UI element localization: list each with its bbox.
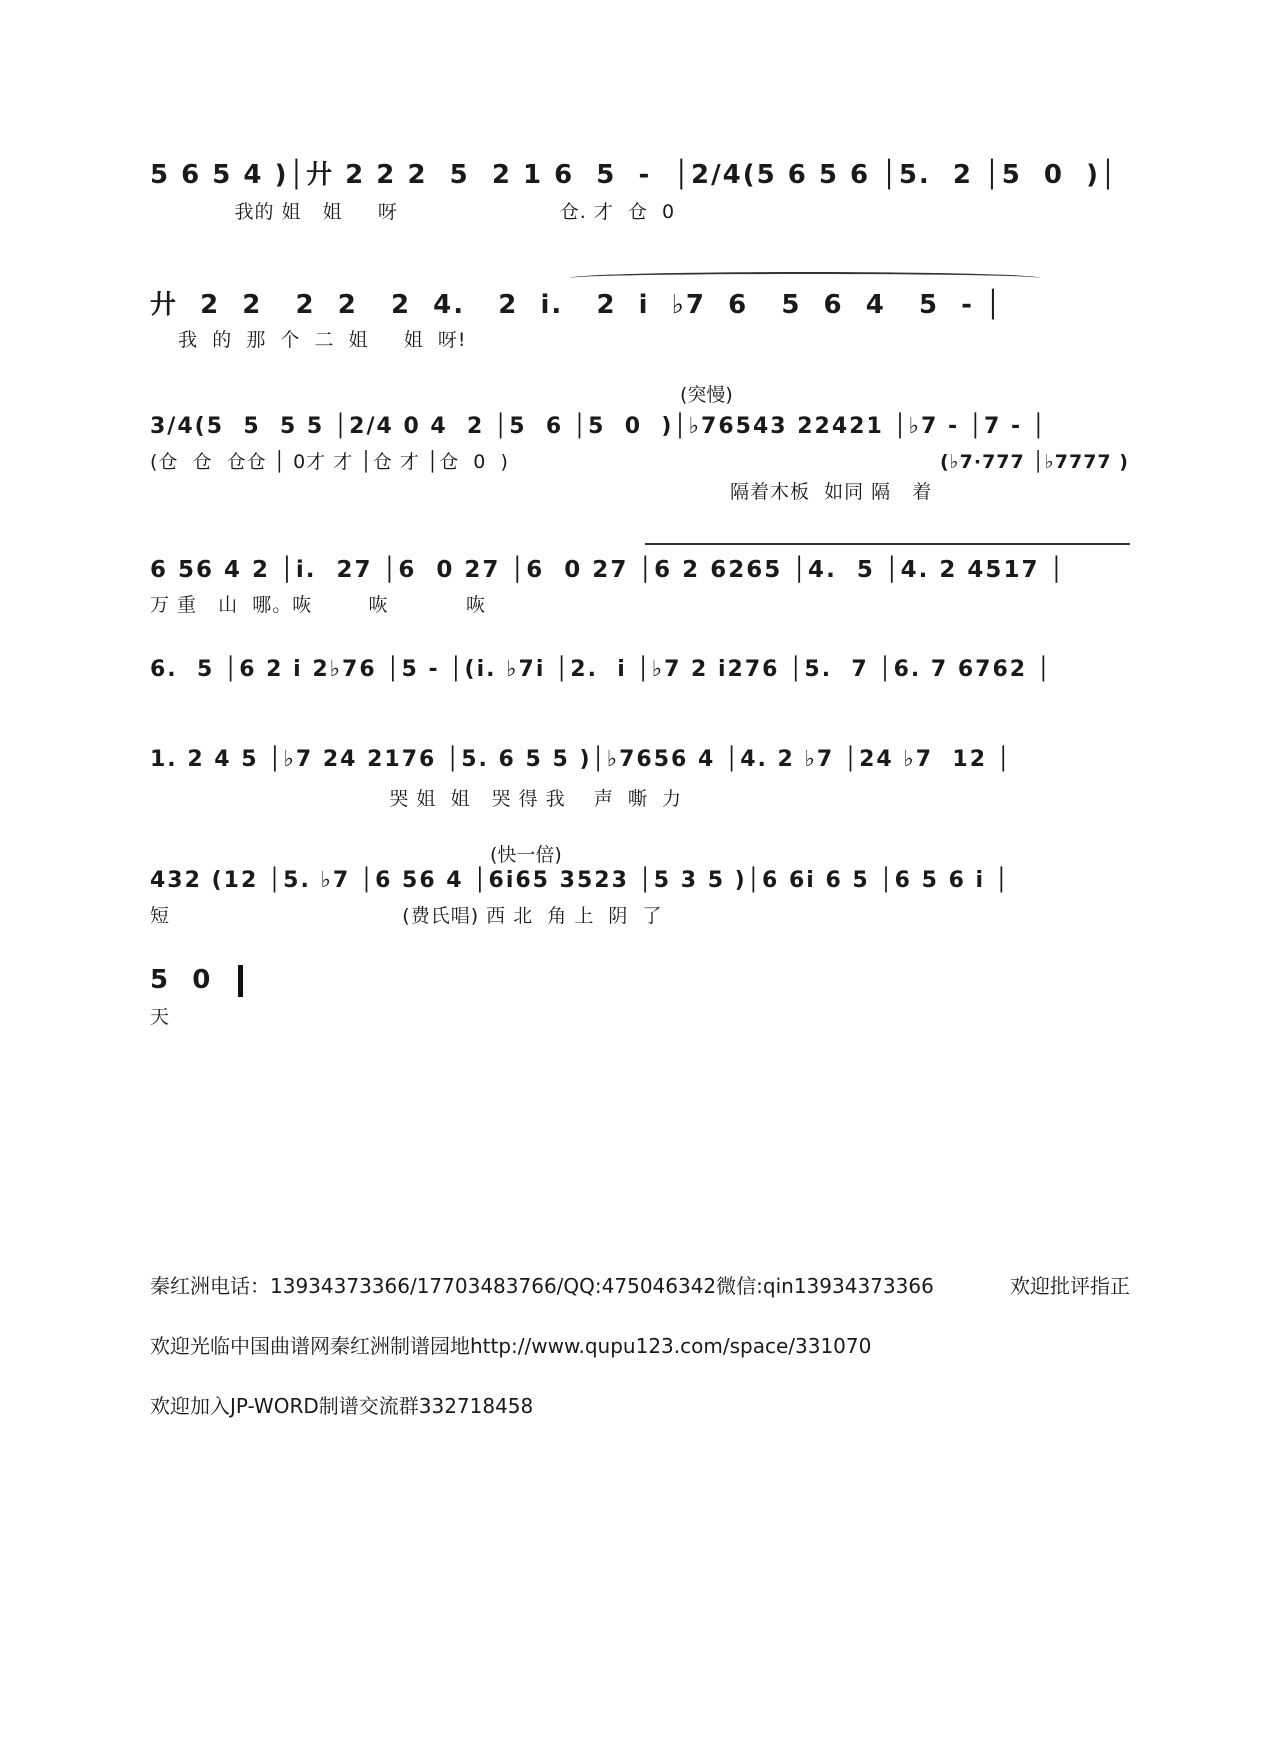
notation-line: 廾 2 2 2 2 2 4. 2 i. 2 i ♭7 6 5 6 4 5 - │: [150, 290, 1003, 320]
slur-mark: [645, 543, 1130, 545]
notation-line: 5 6 5 4 )│廾 2 2 2 5 2 1 6 5 - │2/4(5 6 5 6 │5. 2 │5 0 )│: [150, 160, 1118, 190]
lyric-line: (仓 仓 仓仓 │ 0才 才 │仓 才 │仓 0 ): [150, 451, 509, 473]
notation-line: 6. 5 │6 2 i 2♭76 │5 - │(i. ♭7i │2. i │♭7 2 i276 │5. 7 │6. 7 6762 │: [150, 657, 1053, 682]
tempo-mark: (突慢): [680, 384, 733, 406]
notation-line: 3/4(5 5 5 5 │2/4 0 4 2 │5 6 │5 0 )│♭76543 22421 │♭7 - │7 - │: [150, 414, 1048, 439]
tempo-mark: (快一倍): [490, 844, 562, 866]
lyric-line: (♭7·777 │♭7777 ): [940, 451, 1129, 473]
score-line-7: [150, 840, 1130, 940]
lyric-line: 万 重 山 哪。咴 咴 咴: [150, 594, 486, 616]
lyric-line: 天: [150, 1006, 171, 1028]
notation-line: 5 0: [150, 965, 213, 995]
score-line-5: [150, 655, 1130, 715]
score-line-8: [150, 965, 1130, 1045]
score-line-3: [150, 380, 1130, 503]
slur-mark: [570, 272, 1040, 284]
lyric-line: 我的 姐 姐 呀 仓. 才 仓 0: [150, 201, 676, 223]
lyric-line: 隔着木板 如同 隔 着: [730, 481, 933, 503]
score-line-6: [150, 745, 1130, 825]
final-barline: [238, 965, 243, 997]
score-line-1: [150, 160, 1130, 260]
notation-line: 432 (12 │5. ♭7 │6 56 4 │6i65 3523 │5 3 5 )│6 6i 6 5 │6 5 6 i │: [150, 868, 1010, 893]
score-line-2: [150, 280, 1130, 380]
lyric-line: 我 的 那 个 二 姐 姐 呀!: [150, 329, 467, 351]
lyric-line: 短 (费氏唱) 西 北 角 上 阴 了: [150, 905, 663, 927]
footer-welcome-critique: 欢迎批评指正: [1010, 1274, 1130, 1298]
footer-group: 欢迎加入JP-WORD制谱交流群332718458: [150, 1394, 534, 1418]
lyric-line: 哭 姐 姐 哭 得 我 声 嘶 力: [150, 788, 682, 810]
notation-line: 1. 2 4 5 │♭7 24 2176 │5. 6 5 5 )│♭7656 4 │4. 2 ♭7 │24 ♭7 12 │: [150, 747, 1012, 772]
score-line-4: [150, 545, 1130, 625]
footer-website: 欢迎光临中国曲谱网秦红洲制谱园地http://www.qupu123.com/space/331070: [150, 1334, 872, 1358]
notation-line: 6 56 4 2 │i. 27 │6 0 27 │6 0 27 │6 2 6265 │4. 5 │4. 2 4517 │: [150, 557, 1066, 583]
footer-contact: 秦红洲电话：13934373366/17703483766/QQ:475046342微信:qin13934373366: [150, 1274, 934, 1298]
